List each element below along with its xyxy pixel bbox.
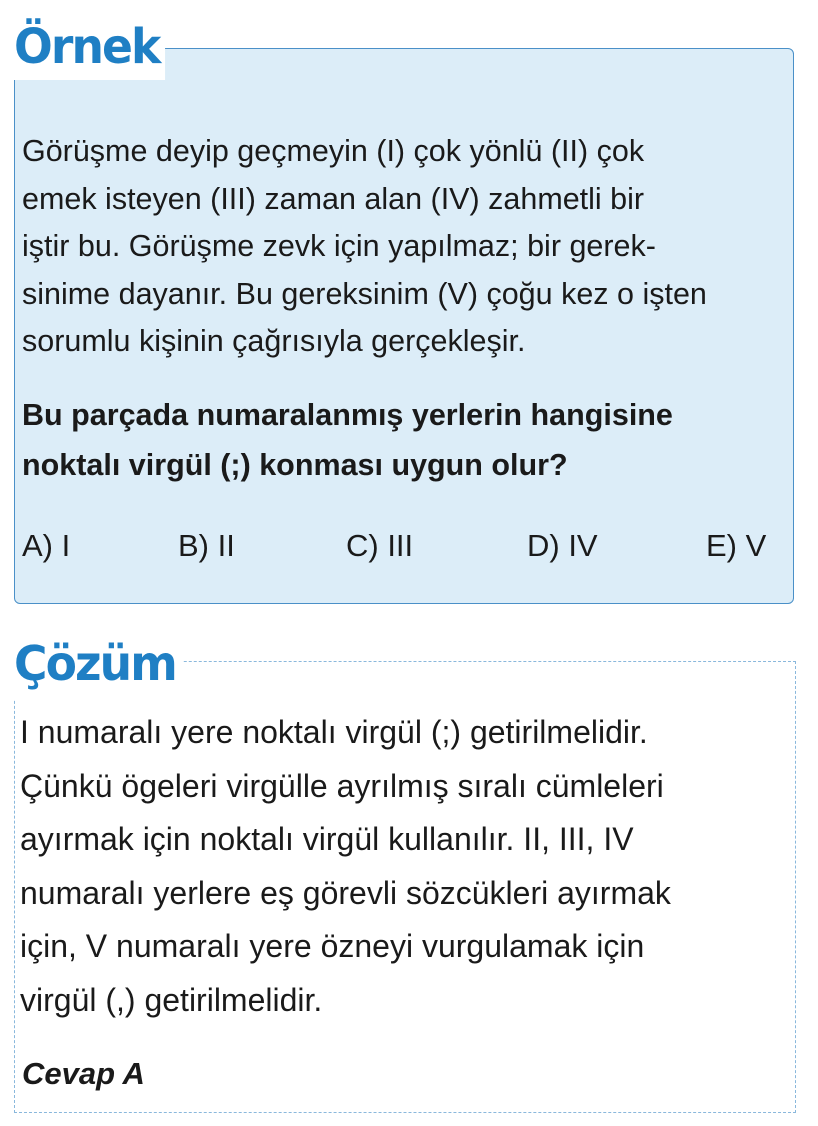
solution-line: virgül (,) getirilmelidir. bbox=[20, 981, 323, 1018]
paragraph-line: sorumlu kişinin çağrısıyla gerçekleşir. bbox=[22, 324, 526, 358]
option-d[interactable]: D) IV bbox=[527, 528, 598, 563]
question-text bbox=[22, 390, 794, 490]
solution-line: numaralı yerlere eş görevli sözcükleri ayırmak bbox=[20, 874, 671, 911]
example-heading: Örnek bbox=[14, 14, 165, 80]
solution-paragraph bbox=[20, 706, 796, 1027]
solution-line: ayırmak için noktalı virgül kullanılır. II, III, IV bbox=[20, 821, 634, 857]
paragraph-line: sinime dayanır. Bu gereksinim (V) çoğu kez o işten bbox=[22, 276, 707, 311]
paragraph-line: emek isteyen (III) zaman alan (IV) zahmetli bir bbox=[22, 181, 645, 216]
answer-label: Cevap A bbox=[22, 1056, 145, 1091]
option-e[interactable]: E) V bbox=[706, 528, 767, 563]
option-b[interactable]: B) II bbox=[178, 528, 235, 563]
answer-options bbox=[0, 521, 818, 571]
solution-line: için, V numaralı yere özneyi vurgulamak için bbox=[20, 928, 645, 964]
question-line: Bu parçada numaralanmış yerlerin hangisine bbox=[22, 398, 673, 432]
option-c[interactable]: C) III bbox=[346, 528, 414, 563]
paragraph-line: Görüşme deyip geçmeyin (I) çok yönlü (II) çok bbox=[22, 134, 645, 168]
example-paragraph bbox=[22, 128, 794, 366]
solution-heading: Çözüm bbox=[14, 628, 183, 700]
paragraph-line: iştir bu. Görüşme zevk için yapılmaz; bir gerek- bbox=[22, 229, 656, 263]
solution-line: Çünkü ögeleri virgülle ayrılmış sıralı cümleleri bbox=[20, 767, 664, 804]
solution-line: I numaralı yere noktalı virgül (;) getirilmelidir. bbox=[20, 714, 648, 750]
question-line: noktalı virgül (;) konması uygun olur? bbox=[22, 448, 568, 482]
option-a[interactable]: A) I bbox=[22, 528, 71, 563]
